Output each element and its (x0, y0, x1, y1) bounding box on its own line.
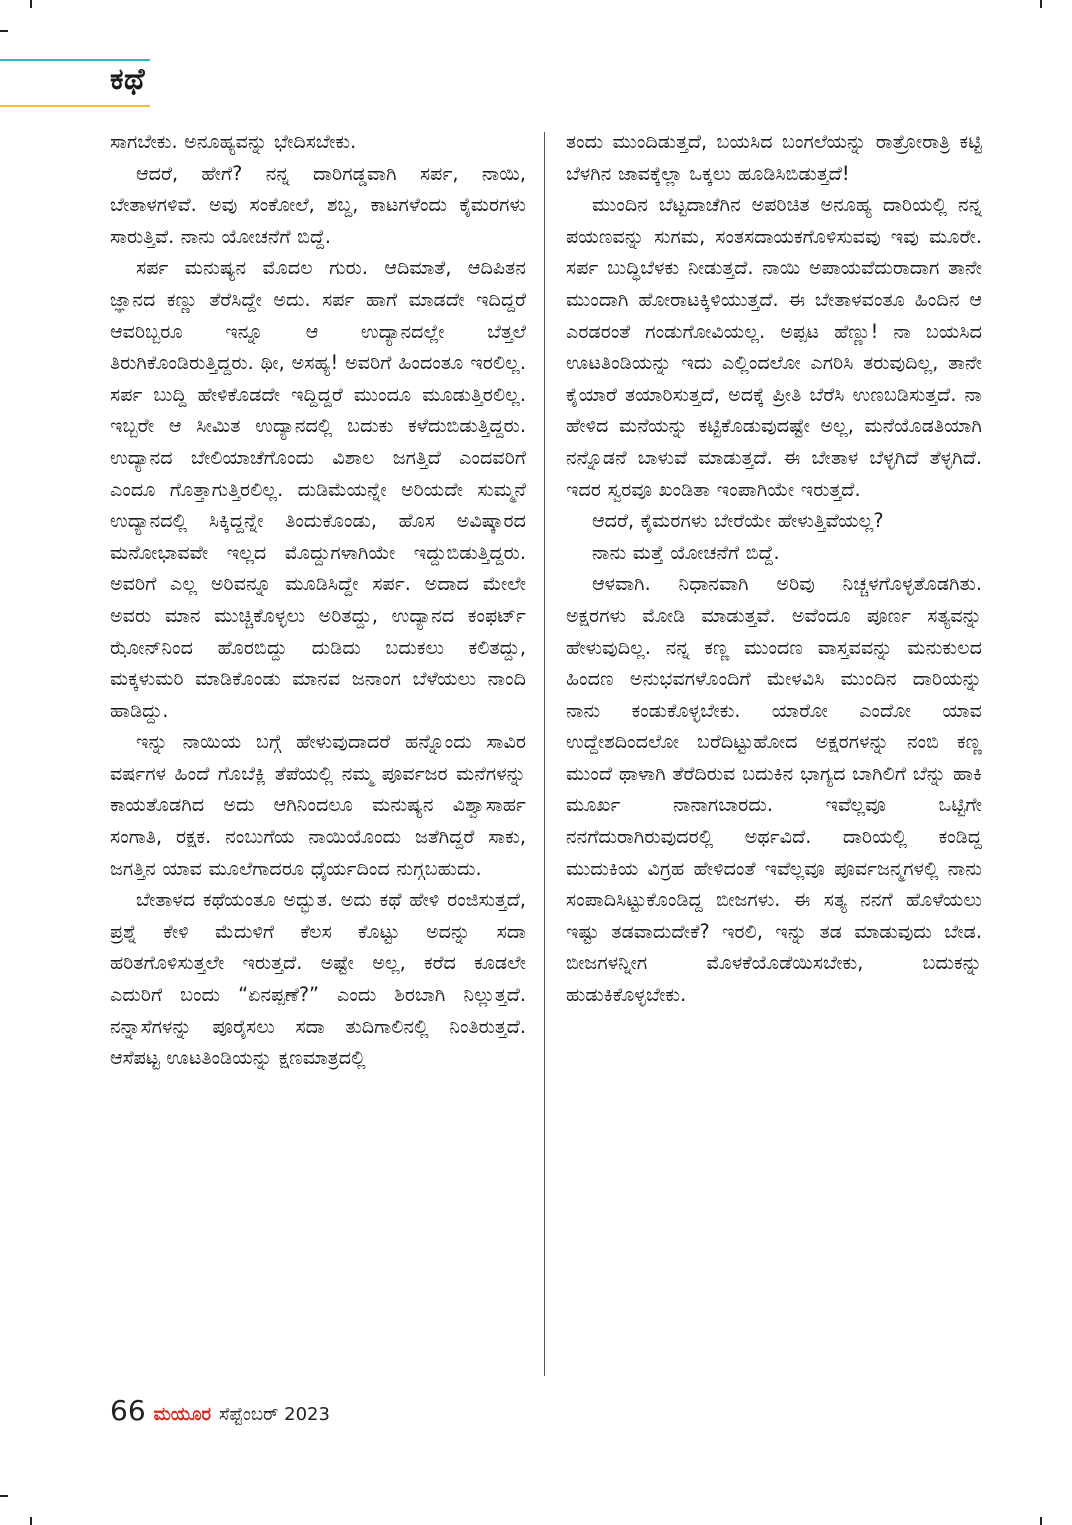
right-column (566, 126, 982, 1011)
paragraph: ತಂದು ಮುಂದಿಡುತ್ತದೆ, ಬಯಸಿದ ಬಂಗಲೆಯನ್ನು ರಾತ್ರೋರಾತ್ರಿ ಕಟ್ಟಿ ಬೆಳಗಿನ ಜಾವಕ್ಕೆಲ್ಲಾ ಒಕ್ಕಲು ಹೂಡಿಸಿಬಿಡುತ್ತದೆ! (566, 130, 982, 185)
paragraph: ಆಳವಾಗಿ. ನಿಧಾನವಾಗಿ ಅರಿವು ನಿಚ್ಚಳಗೊಳ್ಳತೊಡಗಿತು. ಅಕ್ಷರಗಳು ಮೋಡಿ ಮಾಡುತ್ತವೆ. ಅವೆಂದೂ ಪೂರ್ಣ ಸತ್ಯವನ್ನು ಹೇಳುವುದಿಲ್ಲ. ನನ್ನ ಕಣ್ಣ ಮುಂದಣ ವಾಸ್ತವವನ್ನು ಮನುಕುಲದ ಹಿಂದಣ ಅನುಭವಗಳೊಂದಿಗೆ ಮೇಳವಿಸಿ ಮುಂದಿನ ದಾರಿಯನ್ನು ನಾನು ಕಂಡುಕೊಳ್ಳಬೇಕು. ಯಾರೋ ಎಂದೋ ಯಾವ ಉದ್ದೇಶದಿಂದಲೋ ಬರೆದಿಟ್ಟುಹೋದ ಅಕ್ಷರಗಳನ್ನು ನಂಬಿ ಕಣ್ಣ ಮುಂದೆ ಥಾಳಾಗಿ ತೆರೆದಿರುವ ಬದುಕಿನ ಭಾಗ್ಯದ ಬಾಗಿಲಿಗೆ ಬೆನ್ನು ಹಾಕಿ ಮೂರ್ಖ ನಾನಾಗಬಾರದು. ಇವೆಲ್ಲವೂ ಒಟ್ಟಿಗೇ ನನಗೆದುರಾಗಿರುವುದರಲ್ಲಿ ಅರ್ಥವಿದೆ. ದಾರಿಯಲ್ಲಿ ಕಂಡಿದ್ದ ಮುದುಕಿಯ ವಿಗ್ರಹ ಹೇಳಿದಂತೆ ಇವೆಲ್ಲವೂ ಪೂರ್ವಜನ್ಮಗಳಲ್ಲಿ ನಾನು ಸಂಪಾದಿಸಿಟ್ಟುಕೊಂಡಿದ್ದ ಬೀಜಗಳು. ಈ ಸತ್ಯ ನನಗೆ ಹೊಳೆಯಲು ಇಷ್ಟು ತಡವಾದುದೇಕೆ? ಇರಲಿ, ಇನ್ನು ತಡ ಮಾಡುವುದು ಬೇಡ. ಬೀಜಗಳನ್ನೀಗ ಮೊಳಕೆಯೊಡೆಯಿಸಬೇಕು, ಬದುಕನ್ನು ಹುಡುಕಿಕೊಳ್ಳಬೇಕು. (566, 572, 982, 1007)
crop-mark (0, 30, 8, 32)
crop-mark (1040, 0, 1042, 8)
crop-mark (1040, 1517, 1042, 1525)
paragraph: ಆದರೆ, ಕೈಮರಗಳು ಬೇರೆಯೇ ಹೇಳುತ್ತಿವೆಯಲ್ಲ? (592, 509, 884, 533)
issue-date: ಸೆಪ್ಟೆಂಬರ್ 2023 (219, 1404, 330, 1425)
paragraph: ಮುಂದಿನ ಬೆಟ್ಟದಾಚೆಗಿನ ಅಪರಿಚಿತ ಅನೂಹ್ಯ ದಾರಿಯಲ್ಲಿ ನನ್ನ ಪಯಣವನ್ನು ಸುಗಮ, ಸಂತಸದಾಯಕಗೊಳಿಸುವವು ಇವು ಮೂರೇ. ಸರ್ಪ ಬುದ್ಧಿಬೆಳಕು ನೀಡುತ್ತದೆ. ನಾಯಿ ಅಪಾಯವೆದುರಾದಾಗ ತಾನೇ ಮುಂದಾಗಿ ಹೋರಾಟಕ್ಕಿಳಿಯುತ್ತದೆ. ಈ ಬೇತಾಳವಂತೂ ಹಿಂದಿನ ಆ ಎರಡರಂತೆ ಗಂಡುಗೋವಿಯಲ್ಲ. ಅಪ್ಪಟ ಹೆಣ್ಣು! ನಾ ಬಯಸಿದ ಊಟತಿಂಡಿಯನ್ನು ಇದು ಎಲ್ಲಿಂದಲೋ ಎಗರಿಸಿ ತರುವುದಿಲ್ಲ, ತಾನೇ ಕೈಯಾರೆ ತಯಾರಿಸುತ್ತದೆ, ಅದಕ್ಕೆ ಪ್ರೀತಿ ಬೆರೆಸಿ ಉಣಬಡಿಸುತ್ತದೆ. ನಾ ಹೇಳಿದ ಮನೆಯನ್ನು ಕಟ್ಟಿಕೊಡುವುದಷ್ಟೇ ಅಲ್ಲ, ಮನೆಯೊಡತಿಯಾಗಿ ನನ್ನೊಡನೆ ಬಾಳುವೆ ಮಾಡುತ್ತದೆ. ಈ ಬೇತಾಳ ಬೆಳ್ಳಗಿದೆ ತೆಳ್ಳಗಿದೆ. ಇದರ ಸ್ವರವೂ ಖಂಡಿತಾ ಇಂಪಾಗಿಯೇ ಇರುತ್ತದೆ. (566, 193, 982, 501)
paragraph: ನಾನು ಮತ್ತೆ ಯೋಚನೆಗೆ ಬಿದ್ದೆ. (592, 540, 780, 564)
magazine-logo: ಮಯೂರ (153, 1404, 212, 1425)
crop-mark (0, 1495, 8, 1497)
paragraph: ಇನ್ನು ನಾಯಿಯ ಬಗ್ಗೆ ಹೇಳುವುದಾದರೆ ಹನ್ನೊಂದು ಸಾವಿರ ವರ್ಷಗಳ ಹಿಂದೆ ಗೊಬೆಕ್ಲಿ ತೆಪೆಯಲ್ಲಿ ನಮ್ಮ ಪೂರ್ವಜರ ಮನೆಗಳನ್ನು ಕಾಯತೊಡಗಿದ ಅದು ಆಗಿನಿಂದಲೂ ಮನುಷ್ಯನ ವಿಶ್ವಾಸಾರ್ಹ ಸಂಗಾತಿ, ರಕ್ಷಕ. ನಂಬುಗೆಯ ನಾಯಿಯೊಂದು ಜತೆಗಿದ್ದರೆ ಸಾಕು, ಜಗತ್ತಿನ ಯಾವ ಮೂಲೆಗಾದರೂ ಧೈರ್ಯದಿಂದ ನುಗ್ಗಬಹುದು. (110, 730, 526, 880)
page-number: 66 (110, 1394, 146, 1427)
paragraph: ಬೇತಾಳದ ಕಥೆಯಂತೂ ಅದ್ಭುತ. ಅದು ಕಥೆ ಹೇಳಿ ರಂಜಿಸುತ್ತದೆ, ಪ್ರಶ್ನೆ ಕೇಳಿ ಮೆದುಳಿಗೆ ಕೆಲಸ ಕೊಟ್ಟು ಅದನ್ನು ಸದಾ ಹರಿತಗೊಳಿಸುತ್ತಲೇ ಇರುತ್ತದೆ. ಅಷ್ಟೇ ಅಲ್ಲ, ಕರೆದ ಕೂಡಲೇ ಎದುರಿಗೆ ಬಂದು “ಏನಪ್ಪಣೆ?” ಎಂದು ಶಿರಬಾಗಿ ನಿಲ್ಲುತ್ತದೆ. ನನ್ನಾಸೆಗಳನ್ನು ಪೂರೈಸಲು ಸದಾ ತುದಿಗಾಲಿನಲ್ಲಿ ನಿಂತಿರುತ್ತದೆ. ಆಸೆಪಟ್ಟ ಊಟತಿಂಡಿಯನ್ನು ಕ್ಷಣಮಾತ್ರದಲ್ಲಿ (110, 888, 526, 1070)
header-rule-top (0, 59, 150, 61)
page-footer (110, 1394, 330, 1427)
paragraph: ಆದರೆ, ಹೇಗೆ? ನನ್ನ ದಾರಿಗಡ್ಡವಾಗಿ ಸರ್ಪ, ನಾಯಿ, ಬೇತಾಳಗಳಿವೆ. ಅವು ಸಂಕೋಲೆ, ಶಬ್ದ, ಕಾಟಗಳೆಂದು ಕೈಮರಗಳು ಸಾರುತ್ತಿವೆ. ನಾನು ಯೋಚನೆಗೆ ಬಿದ್ದೆ. (110, 161, 526, 248)
column-divider (544, 132, 545, 1376)
left-column (110, 126, 526, 1074)
crop-mark (30, 0, 32, 8)
section-title: ಕಥೆ (110, 62, 146, 97)
crop-mark (30, 1517, 32, 1525)
header-rule-bottom (0, 105, 150, 107)
paragraph: ಸರ್ಪ ಮನುಷ್ಯನ ಮೊದಲ ಗುರು. ಆದಿಮಾತೆ, ಆದಿಪಿತನ ಜ್ಞಾನದ ಕಣ್ಣು ತೆರೆಸಿದ್ದೇ ಅದು. ಸರ್ಪ ಹಾಗೆ ಮಾಡದೇ ಇದಿದ್ದರೆ ಆವರಿಬ್ಬರೂ ಇನ್ನೂ ಆ ಉದ್ಯಾನದಲ್ಲೇ ಬೆತ್ತಲೆ ತಿರುಗಿಕೊಂಡಿರುತ್ತಿದ್ದರು. ಥೀ, ಅಸಹ್ಯ! ಅವರಿಗೆ ಹಿಂದಂತೂ ಇರಲಿಲ್ಲ. ಸರ್ಪ ಬುದ್ದಿ ಹೇಳಿಕೊಡದೇ ಇದ್ದಿದ್ದರೆ ಮುಂದೂ ಮೂಡುತ್ತಿರಲಿಲ್ಲ. ಇಬ್ಬರೇ ಆ ಸೀಮಿತ ಉದ್ಯಾನದಲ್ಲಿ ಬದುಕು ಕಳೆದುಬಿಡುತ್ತಿದ್ದರು. ಉದ್ಯಾನದ ಬೇಲಿಯಾಚೆಗೊಂದು ವಿಶಾಲ ಜಗತ್ತಿದೆ ಎಂದವರಿಗೆ ಎಂದೂ ಗೊತ್ತಾಗುತ್ತಿರಲಿಲ್ಲ. ದುಡಿಮೆಯನ್ನೇ ಅರಿಯದೇ ಸುಮ್ಮನೆ ಉದ್ಯಾನದಲ್ಲಿ ಸಿಕ್ಕಿದ್ದನ್ನೇ ತಿಂದುಕೊಂಡು, ಹೊಸ ಅವಿಷ್ಕಾರದ ಮನೋಭಾವವೇ ಇಲ್ಲದ ಮೊದ್ದುಗಳಾಗಿಯೇ ಇದ್ದುಬಿಡುತ್ತಿದ್ದರು. ಅವರಿಗೆ ಎಲ್ಲ ಅರಿವನ್ನೂ ಮೂಡಿಸಿದ್ದೇ ಸರ್ಪ. ಅದಾದ ಮೇಲೇ ಅವರು ಮಾನ ಮುಚ್ಚಿಕೊಳ್ಳಲು ಅರಿತದ್ದು, ಉದ್ಯಾನದ ಕಂಫರ್ಟ್ ಝೋನ್‌ನಿಂದ ಹೊರಬಿದ್ದು ದುಡಿದು ಬದುಕಲು ಕಲಿತದ್ದು, ಮಕ್ಕಳುಮರಿ ಮಾಡಿಕೊಂಡು ಮಾನವ ಜನಾಂಗ ಬೆಳೆಯಲು ನಾಂದಿ ಹಾಡಿದ್ದು. (110, 256, 526, 722)
paragraph: ಸಾಗಬೇಕು. ಅನೂಹ್ಯವನ್ನು ಭೇದಿಸಬೇಕು. (110, 130, 357, 153)
